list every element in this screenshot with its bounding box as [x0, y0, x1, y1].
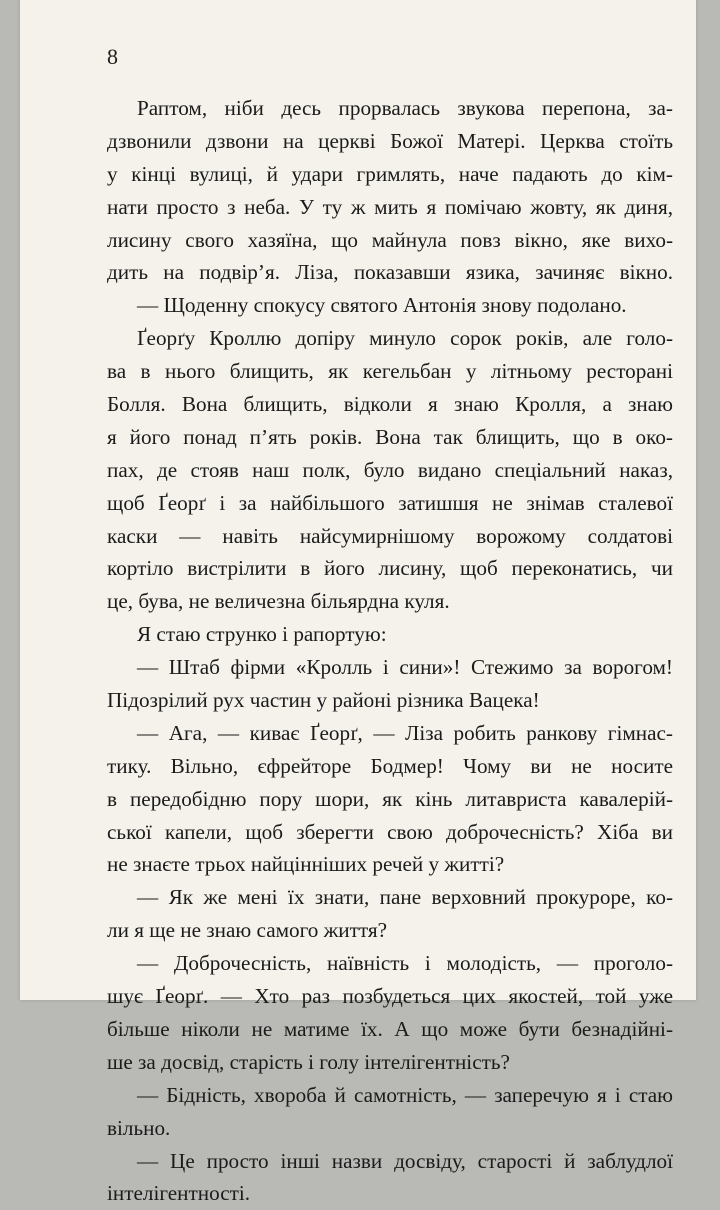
text-line: ли я ще не знаю самого життя? — [107, 918, 388, 943]
text-line: щоб Ґеорґ і за найбільшого затишшя не знімав сталевої — [107, 490, 673, 515]
text-line: дить на подвір’я. Ліза, показавши язика, зачиняє вікно. — [107, 260, 673, 285]
text-line: Ґеорґу Кроллю допіру минуло сорок років, але голо- — [137, 326, 673, 351]
text-line: в передобідню пору шори, як кінь литавриста кавалерій- — [107, 786, 673, 811]
text-line: ва в нього блищить, як кегельбан у літньому ресторані — [107, 359, 673, 384]
text-line: пах, де стояв наш полк, було видано спеціальний наказ, — [107, 457, 673, 482]
text-line: тику. Вільно, єфрейторе Бодмер! Чому ви не носите — [107, 753, 673, 778]
text-line: більше ніколи не матиме їх. А що може бути безнадійні- — [107, 1016, 673, 1041]
text-line: я його понад п’ять років. Вона так блищить, що в око- — [107, 424, 673, 449]
text-line: — Як же мені їх знати, пане верховний прокуроре, ко- — [137, 885, 673, 910]
text-line: лисину свого хазяїна, що майнула повз вікно, яке вихо- — [107, 227, 673, 252]
text-line: нати просто з неба. У ту ж мить я помічаю жовту, як диня, — [107, 194, 673, 219]
text-line: — Ага, — киває Ґеорґ, — Ліза робить ранкову гімнас- — [137, 720, 673, 745]
page-number: 8 — [107, 44, 118, 69]
text-line: у кінці вулиці, й удари гримлять, наче падають до кім- — [107, 161, 673, 186]
text-line: — Бідність, хвороба й самотність, — заперечую я і стаю — [137, 1082, 673, 1107]
text-line: Раптом, ніби десь прорвалась звукова перепона, за- — [137, 96, 673, 120]
text-line: це, бува, не величезна більярдна куля. — [107, 589, 450, 614]
text-line: — Штаб фірми «Кролль і сини»! Стежимо за ворогом! — [137, 655, 673, 680]
text-line: шує Ґеорґ. — Хто раз позбудеться цих якостей, той уже — [107, 984, 673, 1009]
body-text — [107, 92, 673, 1210]
text-line: вільно. — [107, 1115, 171, 1140]
text-line: не знаєте трьох найцінніших речей у житті? — [107, 852, 505, 877]
text-line: каски — навіть найсумирнішому ворожому солдатові — [107, 523, 673, 548]
text-line: — Доброчесність, наївність і молодість, — проголо- — [137, 951, 673, 976]
text-line: інтелігентності. — [107, 1181, 251, 1206]
text-line: ської капели, щоб зберегти свою доброчесність? Хіба ви — [107, 819, 673, 844]
text-line: — Щоденну спокусу святого Антонія знову подолано. — [137, 293, 627, 318]
text-line: Я стаю струнко і рапортую: — [137, 622, 387, 647]
text-line: кортіло вистрілити в його лисину, щоб переконатись, чи — [107, 556, 673, 581]
book-page — [20, 0, 696, 1206]
text-line: ше за досвід, старість і голу інтелігентність? — [107, 1049, 510, 1074]
text-line: — Це просто інші назви досвіду, старості й заблудлої — [137, 1148, 673, 1173]
text-line: Підозрілий рух частин у районі різника Вацека! — [107, 688, 540, 713]
text-line: Болля. Вона блищить, відколи я знаю Кролля, а знаю — [107, 392, 673, 417]
text-line: дзвонили дзвони на церкві Божої Матері. Церква стоїть — [107, 128, 673, 153]
